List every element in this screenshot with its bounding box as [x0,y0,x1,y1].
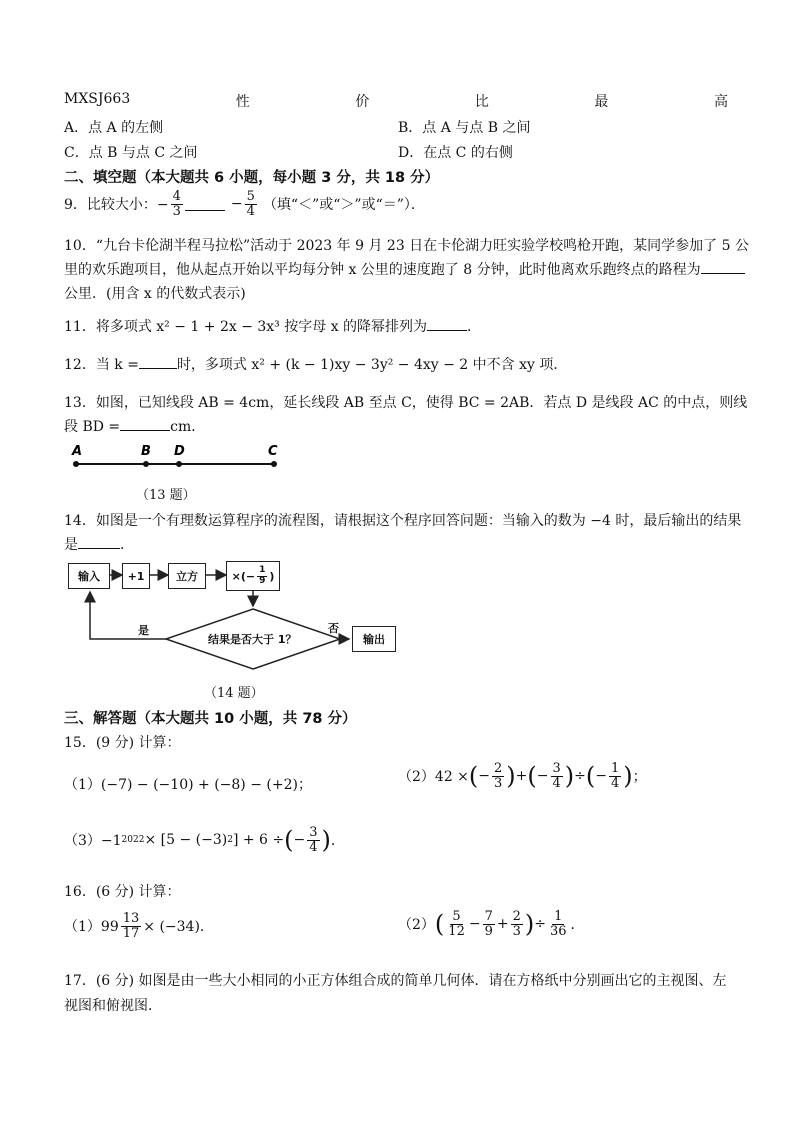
q10-line1: 10．“九台卡伦湖半程马拉松”活动于 2023 年 9 月 23 日在卡伦湖力旺实验学校鸣枪开跑，某同学参加了 5 公 [64,238,749,254]
question-11 [64,316,481,336]
q9-fraction-1: $\frac{4}{3}$ [172,189,181,219]
frac-13-17 [121,912,142,940]
flow-box-output: 输出 [352,626,396,652]
header-word: 价 [355,94,370,110]
exponent-2022: 2022 [121,835,145,846]
header-word: 性 [235,94,250,110]
point-c-dot [271,461,277,467]
q17-line1: 17．(6 分) 如图是由一些大小相同的小正方体组合成的简单几何体．请在方格纸中分别画出它的主视图、左 [64,973,727,989]
frac-3-4: $\frac{3}{4}$ [552,761,561,791]
q10-line2 [64,259,745,279]
mult-prefix: ×(− [231,569,256,583]
paren-open: ( [434,910,445,939]
q15-title: 15．(9 分) 计算： [64,735,181,751]
q13-caption: （13 题） [136,488,196,503]
paren-close: ) [524,910,535,939]
q11-text: 11．将多项式 x² − 1 + 2x − 3x³ 按字母 x 的降幂排列为 [64,319,428,335]
point-a-label: A [72,444,83,459]
flow-decision-text: 结果是否大于 1？ [208,633,297,646]
q14-line2-suffix: ． [120,537,134,553]
frac-7-9: $\frac{7}{9}$ [484,909,493,939]
point-a-dot [73,461,79,467]
mult-fraction [257,566,267,586]
q15-part3-label: （3）−1 [64,833,122,850]
option-d: D．在点 C 的右侧 [398,145,513,161]
q13-line1: 13．如图，已知线段 AB = 4cm，延长线段 AB 至点 C，使得 BC = 2AB．若点 D 是线段 AC 的中点，则线 [64,395,748,411]
q10-line3: 公里．(用含 x 的代数式表示) [64,286,246,302]
q16-part1-end: × (−34)． [143,919,214,936]
q9-fraction-2: $\frac{5}{4}$ [246,189,255,219]
header-word: 高 [713,94,728,110]
q15-part3: （3）−1 2022 × [5 − (−3) 2 ] + 6 ÷ ( − $\frac{3}{4}$ ) ． [64,825,345,855]
header-code: MXSJ663 [64,91,131,107]
q11-end: ． [467,319,482,335]
frac-1-4: $\frac{1}{4}$ [611,761,620,791]
header-word: 最 [594,94,609,110]
q14-line2 [64,534,134,554]
q15-part3-end: ] + 6 ÷ [232,832,285,849]
arrow-yes-loop [90,592,166,639]
q13-line2 [64,416,205,436]
q14-line2-prefix: 是 [64,537,78,553]
paren-open: ( [284,826,294,855]
q12-prefix: 12．当 k = [64,357,139,373]
paren-close: ) [623,762,633,791]
flow-box-input: 输入 [68,563,110,589]
paren-close: ) [506,762,516,791]
exponent-2: 2 [227,835,233,846]
section-title-solve: 三、解答题（本大题共 10 小题，共 78 分） [64,711,357,727]
q14-caption: （14 题） [204,686,264,701]
q16-den: 17 [122,925,140,941]
frac-2-3: $\frac{2}{3}$ [512,909,521,939]
point-b-label: B [141,444,151,459]
q15-part3-mid: × [5 − (−3) [144,832,228,849]
section-title-fill-in: 二、填空题（本大题共 6 小题，每小题 3 分，共 18 分） [64,170,440,186]
q9-prefix: 9．比较大小：− [64,197,169,214]
point-c-label: C [268,444,278,459]
point-d-label: D [174,444,185,459]
point-b-dot [143,461,149,467]
q15-part2-label: （2）42 × [398,769,469,786]
q9-minus: − [230,196,243,213]
flow-yes-label: 是 [138,624,149,637]
paren-open: ( [468,762,479,791]
flow-box-cube: 立方 [168,563,206,589]
q16-title: 16．(6 分) 计算： [64,884,181,900]
flow-box-plus-one: +1 [122,563,150,589]
option-a: A．点 A 的左侧 [64,120,164,136]
page-header [64,91,728,111]
q14-answer-blank [78,536,120,549]
option-b: B．点 A 与点 B 之间 [398,120,531,136]
q10-line2-text: 里的欢乐跑项目，他从起点开始以平均每分钟 x 公里的速度跑了 8 分钟，此时他离欢乐跑终点的路程为 [64,262,701,278]
frac-1-36: $\frac{1}{36}$ [549,909,567,939]
point-d-dot [176,461,182,467]
q16-part2: （2） ( $\frac{5}{12}$ − $\frac{7}{9}$ + $\frac{2}{3}$ ) ÷ $\frac{1}{36}$ ． [398,909,585,939]
q16-part1-label: （1）99 [64,919,119,936]
q13-line2-prefix: 段 BD = [64,419,121,435]
q9-answer-blank [185,198,225,211]
q11-answer-blank [427,318,467,331]
q15-part2: （2）42 × ( − $\frac{2}{3}$ ) + ( − $\frac{3}{4}$ ) ÷ ( − $\frac{1}{4}$ ) ； [398,761,647,791]
q16-num: 13 [122,911,140,926]
header-word: 比 [474,94,489,110]
flow-box-multiply [226,561,280,591]
question-9 [64,190,425,218]
q17-line2: 视图和俯视图． [64,998,162,1014]
q12-suffix: 时，多项式 x² + (k − 1)xy − 3y² − 4xy − 2 中不含 xy 项． [176,357,568,373]
flow-no-label: 否 [328,622,339,635]
paren-close: ) [321,826,331,855]
mult-suffix: ) [269,569,275,583]
q13-segment-figure [64,440,294,474]
frac-2-3: $\frac{2}{3}$ [494,761,503,791]
paren-open: ( [585,762,596,791]
question-12 [64,354,567,374]
q10-answer-blank [701,261,745,274]
q12-answer-blank [139,356,177,369]
q9-suffix: （填“＜”或“＞”或“＝”）． [262,197,425,214]
option-c: C．点 B 与点 C 之间 [64,145,198,161]
q16-part1 [64,912,214,940]
frac-5-12: $\frac{5}{12}$ [448,909,465,939]
mult-den: 9 [259,575,266,586]
q16-part2-label: （2） [398,917,435,934]
paren-open: ( [527,762,537,791]
q13-line2-suffix: cm． [170,419,206,435]
q14-line1: 14．如图是一个有理数运算程序的流程图，请根据这个程序回答问题：当输入的数为 −4 时，最后输出的结果 [64,513,742,529]
mult-num: 1 [259,565,266,576]
q13-answer-blank [120,418,170,431]
paren-close: ) [564,762,575,791]
q15-part1: （1）(−7) − (−10) + (−8) − (+2)； [64,777,312,793]
frac-3-4: $\frac{3}{4}$ [309,825,318,855]
